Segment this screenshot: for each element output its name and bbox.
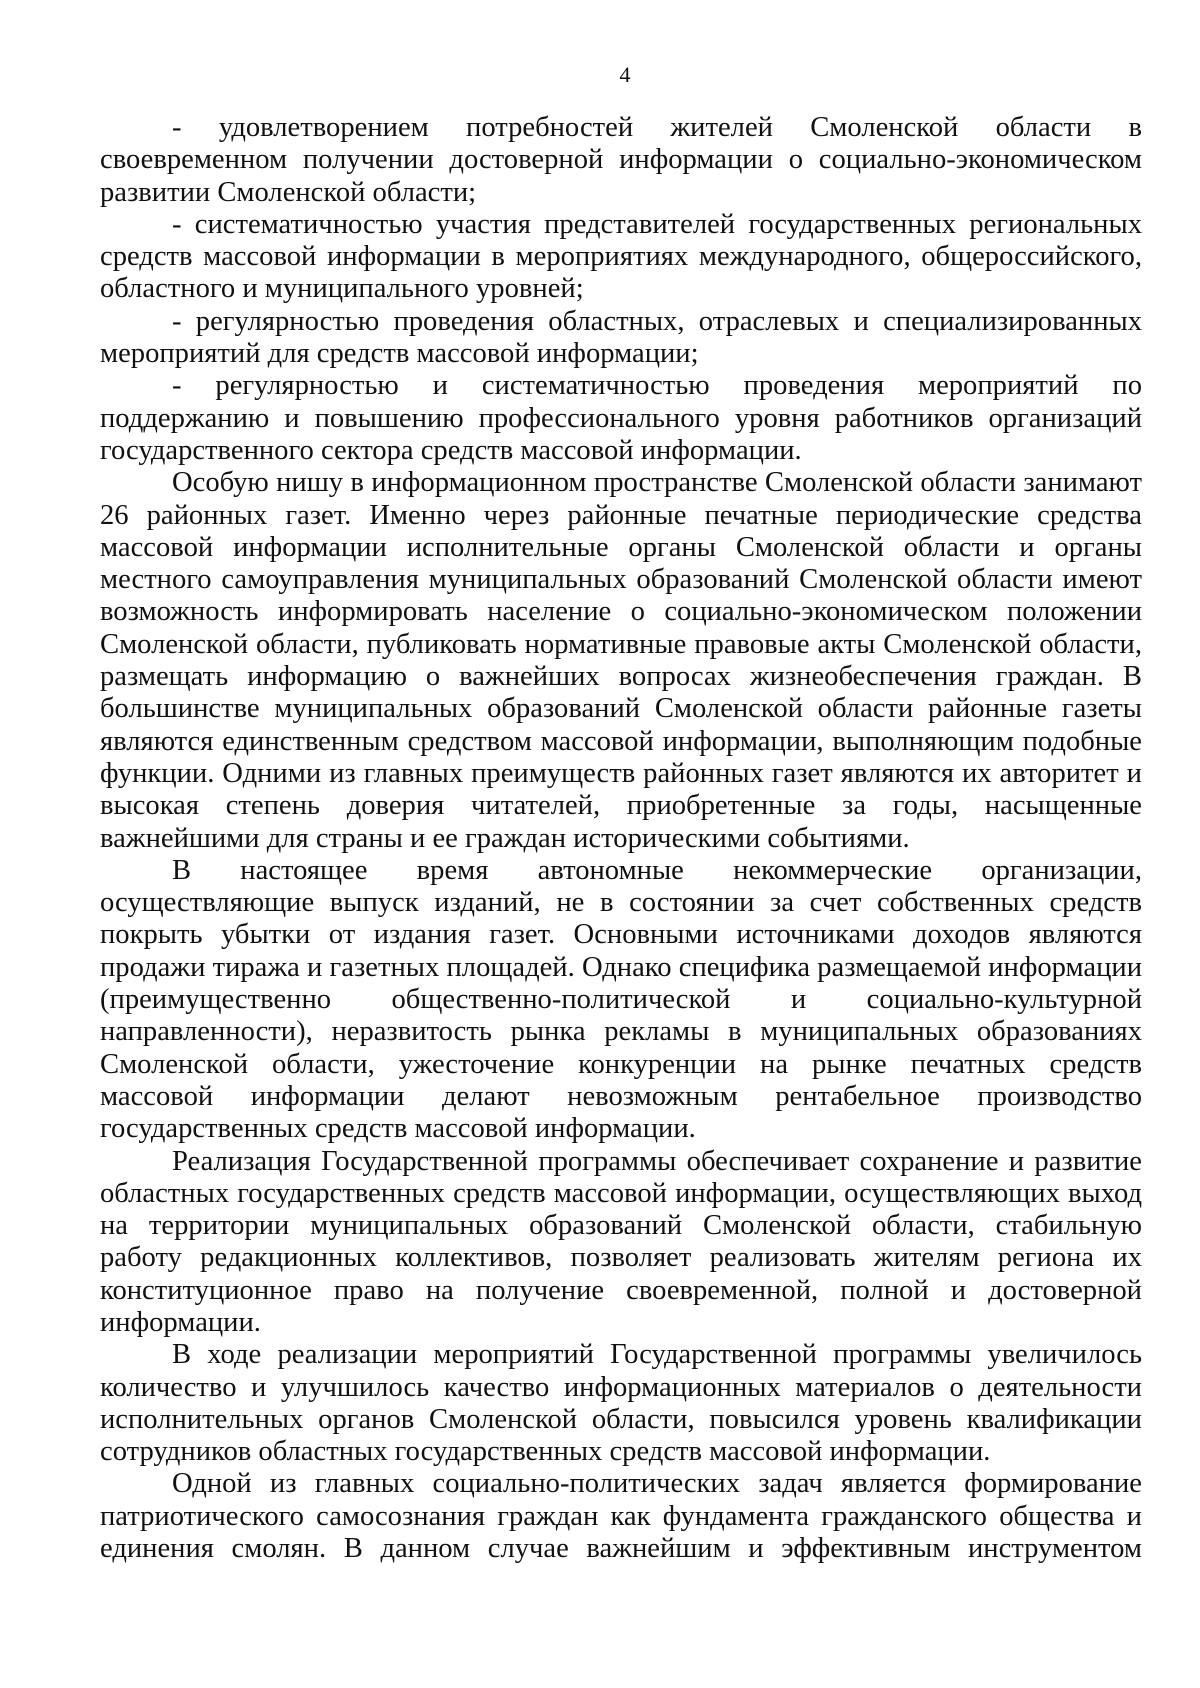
paragraph-9: Одной из главных социально-политических задач является формирование патриотического самосознания граждан как фундамента гражданского общества и единения смолян. В данном случае важнейшим и эффективным инструментом <box>100 1468 1142 1565</box>
paragraph-4: - регулярностью и систематичностью проведения мероприятий по поддержанию и повышению профессионального уровня работников организаций государственного сектора средств массовой информации. <box>100 370 1142 466</box>
page-number: 4 <box>619 62 631 87</box>
paragraph-7: Реализация Государственной программы обеспечивает сохранение и развитие областных государственных средств массовой информации, осуществляющих выход на территории муниципальных образований Смоленской области, стабильную работу редакционных коллективов, позволяет реализовать жителям региона их конституционное право на получение своевременной, полной и достоверной информации. <box>100 1145 1142 1338</box>
paragraph-3: - регулярностью проведения областных, отраслевых и специализированных мероприятий для средств массовой информации; <box>100 305 1142 370</box>
paragraph-1: - удовлетворением потребностей жителей Смоленской области в своевременном получении достоверной информации о социально-экономическом развитии Смоленской области; <box>100 112 1142 208</box>
document-body <box>100 112 1142 1565</box>
paragraph-6: В настоящее время автономные некоммерческие организации, осуществляющие выпуск изданий, не в состоянии за счет собственных средств покрыть убытки от издания газет. Основными источниками доходов являются продажи тиража и газетных площадей. Однако специфика размещаемой информации (преимущественно общественно-политической и социально-культурной направленности), неразвитость рынка рекламы в муниципальных образованиях Смоленской области, ужесточение конкуренции на рынке печатных средств массовой информации делают невозможным рентабельное производство государственных средств массовой информации. <box>100 854 1142 1145</box>
paragraph-2: - систематичностью участия представителей государственных региональных средств массовой информации в мероприятиях международного, общероссийского, областного и муниципального уровней; <box>100 208 1142 305</box>
paragraph-8: В ходе реализации мероприятий Государственной программы увеличилось количество и улучшилось качество информационных материалов о деятельности исполнительных органов Смоленской области, повысился уровень квалификации сотрудников областных государственных средств массовой информации. <box>100 1339 1142 1468</box>
paragraph-5: Особую нишу в информационном пространстве Смоленской области занимают 26 районных газет. Именно через районные печатные периодические средства массовой информации исполнительные органы Смоленской области и органы местного самоуправления муниципальных образований Смоленской области имеют возможность информировать население о социально-экономическом положении Смоленской области, публиковать нормативные правовые акты Смоленской области, размещать информацию о важнейших вопросах жизнеобеспечения граждан. В большинстве муниципальных образований Смоленской области районные газеты являются единственным средством массовой информации, выполняющим подобные функции. Одними из главных преимуществ районных газет являются их авторитет и высокая степень доверия читателей, приобретенные за годы, насыщенные важнейшими для страны и ее граждан историческими событиями. <box>100 467 1142 854</box>
